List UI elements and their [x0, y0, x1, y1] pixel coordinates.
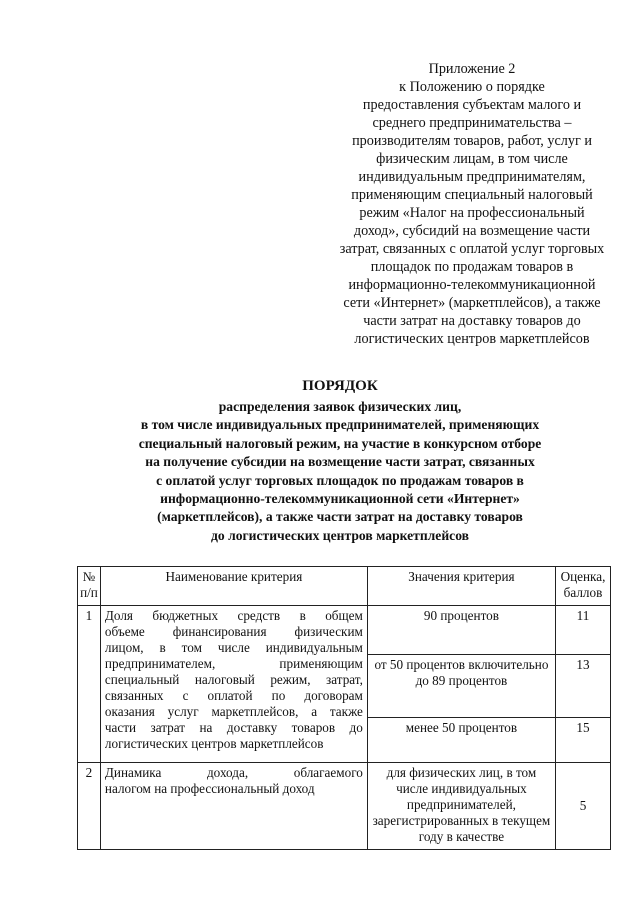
appendix-line: части затрат на доставку товаров до [363, 313, 581, 329]
appendix-line: доход», субсидий на возмещение части [353, 223, 591, 239]
criterion-line: объеме финансирования физическим [104, 624, 363, 639]
appendix-header [322, 60, 622, 348]
title-line: (маркетплейсов), а также части затрат на доставку товаров [157, 509, 523, 525]
appendix-line: режим «Налог на профессиональный [359, 205, 585, 221]
title-line: до логистических центров маркетплейсов [211, 527, 469, 543]
appendix-line: среднего предпринимательства – [372, 115, 572, 131]
criterion-value: менее 50 процентов [367, 718, 555, 763]
title-line: специальный налоговый режим, на участие в конкурсном отборе [138, 435, 542, 451]
row-num: 1 [78, 606, 101, 763]
document-title [80, 376, 600, 545]
appendix-line: к Положению о порядке [399, 79, 545, 95]
criterion-line: связанных с оплатой по договорам [104, 688, 363, 703]
criterion-name [100, 606, 367, 763]
criterion-line: налогом на профессиональный доход [104, 781, 315, 796]
appendix-line: предоставления субъектам малого и [362, 97, 582, 113]
appendix-line: Приложение 2 [428, 61, 516, 77]
criterion-line: предпринимателем, применяющим [104, 656, 363, 671]
appendix-line: логистических центров маркетплейсов [354, 331, 590, 347]
criterion-line: логистических центров маркетплейсов [104, 736, 324, 751]
appendix-line: площадок по продажам товаров в [370, 259, 574, 275]
table-row [78, 606, 611, 655]
criterion-line: лицом, в том числе индивидуальным [104, 640, 363, 655]
criterion-line: части затрат на доставку товаров до [104, 720, 363, 735]
table-header-row [78, 567, 611, 606]
criterion-value: от 50 процентов включительно до 89 процентов [367, 655, 555, 718]
appendix-line: информационно-телекоммуникационной [348, 277, 596, 293]
header-num: № п/п [78, 567, 101, 606]
criterion-score: 15 [556, 718, 611, 763]
criterion-line: Доля бюджетных средств в общем [104, 608, 363, 623]
header-score: Оценка, баллов [556, 567, 611, 606]
title-line: информационно-телекоммуникационной сети «Интернет» [160, 491, 520, 507]
title-main: ПОРЯДОК [302, 378, 378, 394]
criterion-value: 90 процентов [367, 606, 555, 655]
appendix-line: применяющим специальный налоговый [351, 187, 593, 203]
appendix-line: индивидуальным предпринимателям, [358, 169, 586, 185]
criterion-line: оказания услуг маркетплейсов, а также [104, 704, 363, 719]
title-line: в том числе индивидуальных предпринимателей, применяющих [140, 417, 540, 433]
row-num: 2 [78, 763, 101, 850]
criterion-line: Динамика дохода, облагаемого [104, 765, 363, 780]
title-line: на получение субсидии на возмещение части затрат, связанных [145, 454, 535, 470]
title-line: с оплатой услуг торговых площадок по продажам товаров в [156, 472, 524, 488]
criterion-score: 13 [556, 655, 611, 718]
criterion-score: 11 [556, 606, 611, 655]
criterion-line: специальный налоговый режим, затрат, [104, 672, 363, 687]
criterion-score: 5 [556, 763, 611, 850]
appendix-line: физическим лицам, в том числе [376, 151, 568, 167]
table-row [78, 763, 611, 850]
header-value: Значения критерия [367, 567, 555, 606]
criterion-value: для физических лиц, в том числе индивидуальных предпринимателей, зарегистрированных в текущем году в качестве [367, 763, 555, 850]
appendix-line: производителям товаров, работ, услуг и [352, 133, 592, 149]
criterion-name [100, 763, 367, 850]
appendix-line: затрат, связанных с оплатой услуг торговых [339, 241, 605, 257]
title-subtitle [80, 398, 600, 545]
title-line: распределения заявок физических лиц, [218, 399, 462, 414]
criteria-table [77, 566, 611, 850]
header-name: Наименование критерия [100, 567, 367, 606]
appendix-line: сети «Интернет» (маркетплейсов), а также [343, 295, 601, 311]
